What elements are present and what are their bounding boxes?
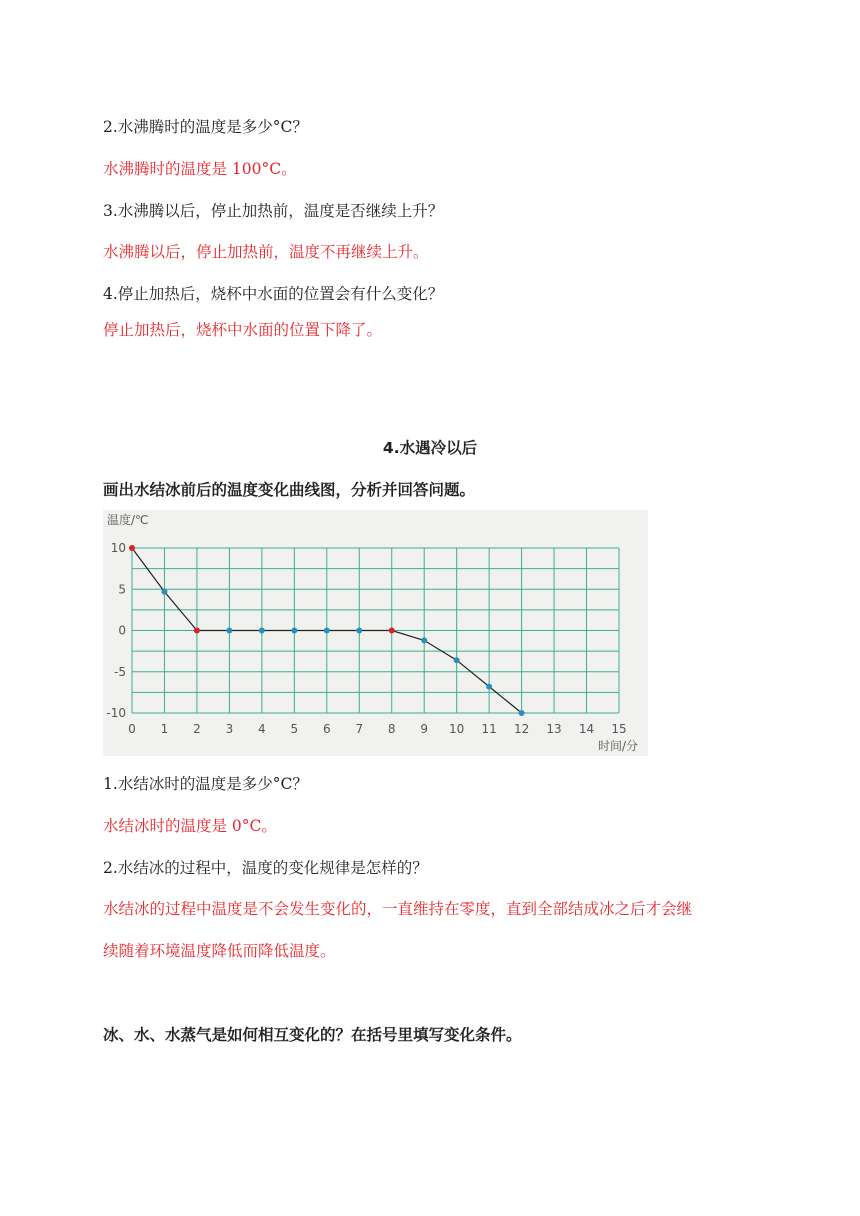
data-point [291,628,297,634]
x-tick-label: 12 [513,722,530,736]
answer-1-freezing-temp: 水结冰时的温度是 0°C。 [103,817,277,835]
x-tick-labels [128,722,626,736]
lesson-instruction: 画出水结冰前后的温度变化曲线图，分析并回答问题。 [103,481,476,499]
data-point [161,589,167,595]
question-2-boiling-temp: 2.水沸腾时的温度是多少°C？ [103,118,308,136]
y-axis-label: 温度/℃ [107,513,149,527]
question-3-after-boiling: 3.水沸腾以后，停止加热前，温度是否继续上升？ [103,202,444,220]
y-tick-label: 5 [118,582,126,597]
data-point [421,637,427,643]
answer-3-after-boiling: 水沸腾以后，停止加热前，温度不再继续上升。 [103,243,429,261]
data-point [389,628,395,634]
answer-4-water-level: 停止加热后，烧杯中水面的位置下降了。 [103,321,383,339]
y-tick-label: -10 [106,706,126,720]
x-tick-label: 15 [611,722,627,736]
data-point [356,628,362,634]
data-point [259,628,265,634]
x-tick-label: 14 [578,722,595,736]
data-point [194,628,200,634]
x-tick-label: 3 [225,722,234,736]
answer-2-boiling-temp: 水沸腾时的温度是 100°C。 [103,160,297,178]
x-tick-label: 7 [355,722,364,736]
answer-2-freezing-pattern-line1: 水结冰的过程中温度是不会发生变化的，一直维持在零度，直到全部结成冰之后才会继 [103,900,693,918]
y-tick-label: -5 [114,664,126,679]
x-tick-label: 10 [449,722,465,736]
question-1-freezing-temp: 1.水结冰时的温度是多少°C？ [103,775,308,793]
data-point [226,628,232,634]
y-tick-label: 0 [118,623,126,638]
lesson-title: 4.水遇冷以后 [382,439,478,457]
x-tick-label: 11 [481,722,497,736]
data-point [519,710,525,716]
answer-2-freezing-pattern-line2: 续随着环境温度降低而降低温度。 [103,942,336,960]
x-tick-label: 8 [387,722,396,736]
x-tick-label: 9 [420,722,429,736]
temperature-chart [103,510,648,756]
data-point [486,684,492,690]
x-tick-label: 2 [193,722,201,736]
y-tick-label: 10 [110,541,126,555]
x-tick-label: 0 [128,722,136,736]
y-tick-labels [106,541,126,720]
question-2-freezing-pattern: 2.水结冰的过程中，温度的变化规律是怎样的？ [103,859,428,877]
data-point [129,545,135,551]
final-instruction: 冰、水、水蒸气是如何相互变化的？在括号里填写变化条件。 [103,1026,522,1044]
question-4-water-level: 4.停止加热后，烧杯中水面的位置会有什么变化？ [103,285,444,303]
x-tick-label: 6 [322,722,331,736]
x-tick-label: 5 [290,722,299,736]
data-point [454,657,460,663]
x-tick-label: 13 [546,722,562,736]
x-tick-label: 1 [160,722,169,736]
x-axis-label: 时间/分 [598,739,639,753]
data-point [324,628,330,634]
x-tick-label: 4 [258,722,266,736]
